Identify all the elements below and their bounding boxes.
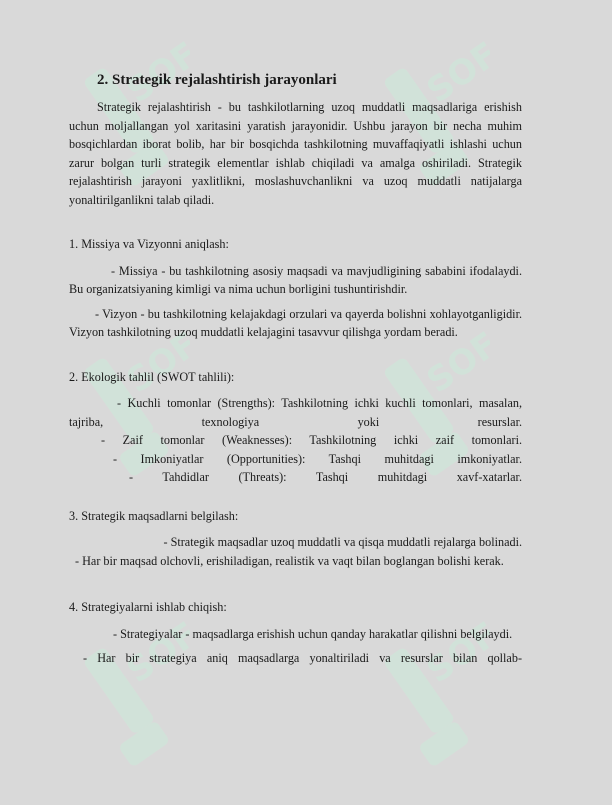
paragraph-maqsadlar-1: - Strategik maqsadlar uzoq muddatli va qisqa muddatli rejalarga bolinadi. xyxy=(163,535,522,549)
section-title-strategiyalar: 4. Strategiyalarni ishlab chiqish: xyxy=(69,600,227,614)
paragraph-vizyon: - Vizyon - bu tashkilotning kelajakdagi orzulari va qayerda bolishni xohlayotganligidir. Vizyon tashkilotning uzoq muddatli kelajagini tasavvur qilishga yordam beradi. xyxy=(69,306,522,339)
section-title-missiya: 1. Missiya va Vizyonni aniqlash: xyxy=(69,237,229,251)
paragraph-maqsadlar-2: - Har bir maqsad olchovli, erishiladigan, realistik va vaqt bilan boglangan bolishi kerak. xyxy=(75,553,504,568)
svg-text:SOFF: SOFF xyxy=(119,40,190,112)
svg-text:SOFF: SOFF xyxy=(419,330,490,402)
swot-weaknesses: - Zaif tomonlar (Weaknesses): Tashkilotning ichki zaif tomonlari. xyxy=(101,433,522,447)
document-body xyxy=(69,70,522,668)
section-title-swot: 2. Ekologik tahlil (SWOT tahlili): xyxy=(69,369,235,384)
paragraph-strategiyalar-2: - Har bir strategiya aniq maqsadlarga yonaltiriladi va resurslar bilan qollab- xyxy=(83,651,522,665)
svg-text:SOFF: SOFF xyxy=(419,620,490,692)
paragraph-missiya: - Missiya - bu tashkilotning asosiy maqsadi va mavjudligining sababini ifodalaydi. Bu organizatsiyaning kimligi va nima uchun borligini tushuntirishdir. xyxy=(69,263,522,296)
swot-opportunities: - Imkoniyatlar (Opportunities): Tashqi muhitdagi imkoniyatlar. xyxy=(113,451,522,466)
svg-text:SOFF: SOFF xyxy=(419,40,490,112)
intro-paragraph: Strategik rejalashtirish - bu tashkilotlarning uzoq muddatli maqsadlariga erishish uchun moljallangan yol xaritasini yaratish jarayonidir. Ushbu jarayon bir necha muhim bosqichlardan iborat bolib, har bir bosqichda tashkilotning muvaffaqiyatli ishlashi uchun zarur bolgan turli strategik elementlar ishlab chiqiladi va amalga oshiriladi. Strategik rejalashtirish jarayoni yaxlitlikni, moslashuvchanlikni va uzoq muddatli natijalarga yonaltirilganlikni talab qiladi. xyxy=(69,100,522,207)
swot-threats: - Tahdidlar (Threats): Tashqi muhitdagi xavf-xatarlar. xyxy=(129,470,522,484)
swot-strengths: - Kuchli tomonlar (Strengths): Tashkilotning ichki kuchli tomonlari, masalan, tajriba, texnologiya yoki resurslar. xyxy=(69,396,522,429)
svg-text:SOFF: SOFF xyxy=(119,330,190,402)
paragraph-strategiyalar-1: - Strategiyalar - maqsadlarga erishish uchun qanday harakatlar qilishni belgilaydi. xyxy=(113,626,513,641)
svg-text:SOFF: SOFF xyxy=(119,620,190,692)
section-heading: 2. Strategik rejalashtirish jarayonlari xyxy=(97,72,337,88)
section-title-maqsadlar: 3. Strategik maqsadlarni belgilash: xyxy=(69,508,239,523)
